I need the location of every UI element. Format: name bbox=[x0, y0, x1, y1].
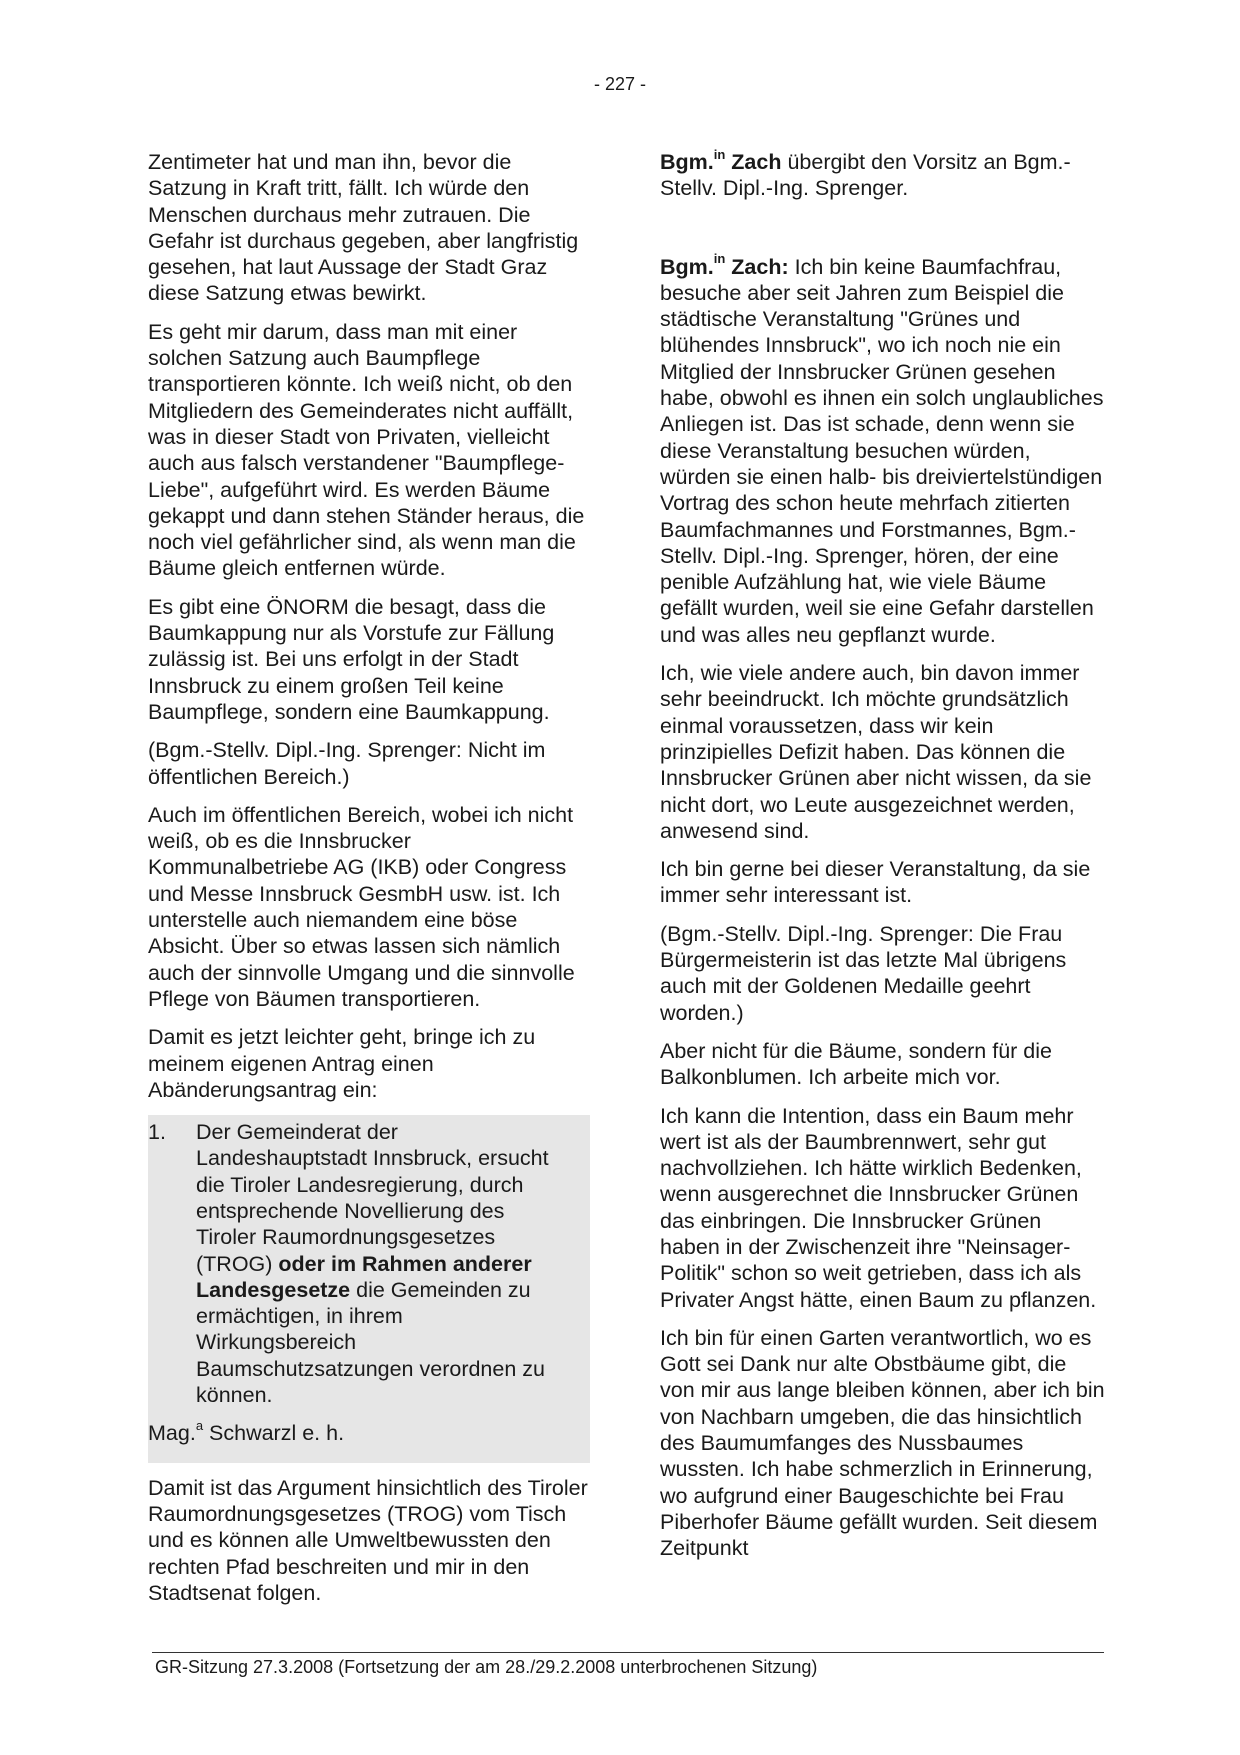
signature-sup: a bbox=[195, 1418, 204, 1434]
right-column bbox=[660, 146, 1105, 1574]
motion-text-part: Der Gemeinderat der Landeshauptstadt Innsbruck, ersucht die Tiroler Landesregierung, durch entsprechende Novellierung des Tiroler Raumordnungsgesetzes (TROG) bbox=[196, 1120, 549, 1276]
speaker-name: Zach: bbox=[725, 254, 789, 279]
interjection: (Bgm.-Stellv. Dipl.-Ing. Sprenger: Die Frau Bürgermeisterin ist das letzte Mal übrigens auch mit der Goldenen Medaille geehrt worden.) bbox=[660, 921, 1067, 1025]
amendment-motion-box bbox=[148, 1115, 590, 1463]
paragraph: Ich, wie viele andere auch, bin davon immer sehr beeindruckt. Ich möchte grundsätzlich einmal voraussetzen, dass wir kein prinzipielles Defizit haben. Das können die Innsbrucker Grünen aber nicht wissen, da sie nicht dort, wo Leute ausgezeichnet werden, anwesend sind. bbox=[660, 661, 1092, 843]
motion-item bbox=[148, 1119, 590, 1408]
footer-divider bbox=[152, 1652, 1104, 1653]
page-number: - 227 - bbox=[593, 74, 647, 94]
chair-handover-paragraph bbox=[660, 146, 1105, 202]
left-column bbox=[148, 149, 588, 1618]
paragraph: Es geht mir darum, dass man mit einer solchen Satzung auch Baumpflege transportieren könnte. Ich weiß nicht, ob den Mitgliedern des Gemeinderates nicht auffällt, was in dieser Stadt von Privaten, vielleicht auch aus falsch verstandener "Baumpflege-Liebe", aufgeführt wird. Es werden Bäume gekappt und dann stehen Ständer heraus, die noch viel gefährlicher sind, als wenn man die Bäume gleich entfernen würde. bbox=[148, 319, 585, 581]
paragraph-text: übergibt den Vorsitz an Bgm.-Stellv. Dipl.-Ing. Sprenger. bbox=[660, 150, 1071, 201]
paragraph: Es gibt eine ÖNORM die besagt, dass die Baumkappung nur als Vorstufe zur Fällung zulässig ist. Bei uns erfolgt in der Stadt Innsbruck zu einem großen Teil keine Baumpflege, sondern eine Baumkappung. bbox=[148, 594, 555, 724]
paragraph: Ich kann die Intention, dass ein Baum mehr wert ist als der Baumbrennwert, sehr gut nachvollziehen. Ich hätte wirklich Bedenken, wenn ausgerechnet die Innsbrucker Grünen das einbringen. Die Innsbrucker Grünen haben in der Zwischenzeit ihre "Neinsager-Politik" schon so weit getrieben, dass ich als Privater Angst hätte, einen Baum zu pflanzen. bbox=[660, 1103, 1097, 1312]
paragraph: Auch im öffentlichen Bereich, wobei ich nicht weiß, ob es die Innsbrucker Kommunalbetriebe AG (IKB) oder Congress und Messe Innsbruck GesmbH usw. ist. Ich unterstelle auch niemandem eine böse Absicht. Über so etwas lassen sich nämlich auch der sinnvolle Umgang und die sinnvolle Pflege von Bäumen transportieren. bbox=[148, 802, 575, 1011]
speech-paragraph bbox=[660, 251, 1105, 648]
motion-text-bold: oder im Rahmen anderer Landesgesetze bbox=[196, 1251, 532, 1302]
paragraph: Ich bin gerne bei dieser Veranstaltung, da sie immer sehr interessant ist. bbox=[660, 857, 1091, 908]
speaker-name: Zach bbox=[725, 150, 782, 174]
motion-text bbox=[196, 1119, 590, 1408]
interjection: (Bgm.-Stellv. Dipl.-Ing. Sprenger: Nicht im öffentlichen Bereich.) bbox=[148, 738, 546, 789]
signature-name: Schwarzl e. h. bbox=[203, 1421, 345, 1446]
paragraph: Zentimeter hat und man ihn, bevor die Satzung in Kraft tritt, fällt. Ich würde den Menschen durchaus mehr zutrauen. Die Gefahr ist durchaus gegeben, aber langfristig gesehen, hat laut Aussage der Stadt Graz diese Satzung etwas bewirkt. bbox=[148, 150, 579, 306]
motion-number: 1. bbox=[148, 1120, 166, 1145]
footer: GR-Sitzung 27.3.2008 (Fortsetzung der am 28./29.2.2008 unterbrochenen Sitzung) bbox=[155, 1657, 818, 1677]
paragraph: Ich bin für einen Garten verantwortlich, wo es Gott sei Dank nur alte Obstbäume gibt, die von mir aus lange bleiben können, aber ich bin von Nachbarn umgeben, die das hinsichtlich des Baumumfanges des Nussbaumes wussten. Ich habe schmerzlich in Erinnerung, wo aufgrund einer Baugeschichte bei Frau Piberhofer Bäume gefällt wurden. Seit diesem Zeitpunkt bbox=[660, 1325, 1105, 1561]
speaker-sup: in bbox=[713, 251, 726, 267]
paragraph: Damit es jetzt leichter geht, bringe ich zu meinem eigenen Antrag einen Abänderungsantrag ein: bbox=[148, 1025, 536, 1102]
motion-signature bbox=[148, 1420, 590, 1446]
speaker-sup: in bbox=[713, 146, 726, 162]
paragraph: Damit ist das Argument hinsichtlich des Tiroler Raumordnungsgesetzes (TROG) vom Tisch und es können alle Umweltbewussten den rechten Pfad beschreiten und mir in den Stadtsenat folgen. bbox=[148, 1475, 588, 1605]
paragraph-text: Ich bin keine Baumfachfrau, besuche aber seit Jahren zum Beispiel die städtische Veranstaltung "Grünes und blühendes Innsbruck", wo ich noch nie ein Mitglied der Innsbrucker Grünen gesehen habe, obwohl es ihnen ein solch unglaubliches Anliegen ist. Das ist schade, denn wenn sie diese Veranstaltung besuchen würden, würden sie einen halb- bis dreiviertelstündigen Vortrag des schon heute mehrfach zitierten Baumfachmannes und Forstmannes, Bgm.-Stellv. Dipl.-Ing. Sprenger, hören, der eine penible Aufzählung hat, wie viele Bäume gefällt wurden, weil sie eine Gefahr darstellen und was alles neu gepflanzt wurde. bbox=[660, 254, 1104, 647]
motion-text-part: die Gemeinden zu ermächtigen, in ihrem Wirkungsbereich Baumschutzsatzungen verordnen zu können. bbox=[196, 1277, 545, 1408]
signature-prefix: Mag. bbox=[148, 1421, 196, 1446]
speaker-title: Bgm. bbox=[660, 254, 714, 279]
speaker-title: Bgm. bbox=[660, 150, 714, 174]
paragraph: Aber nicht für die Bäume, sondern für die Balkonblumen. Ich arbeite mich vor. bbox=[660, 1038, 1052, 1090]
